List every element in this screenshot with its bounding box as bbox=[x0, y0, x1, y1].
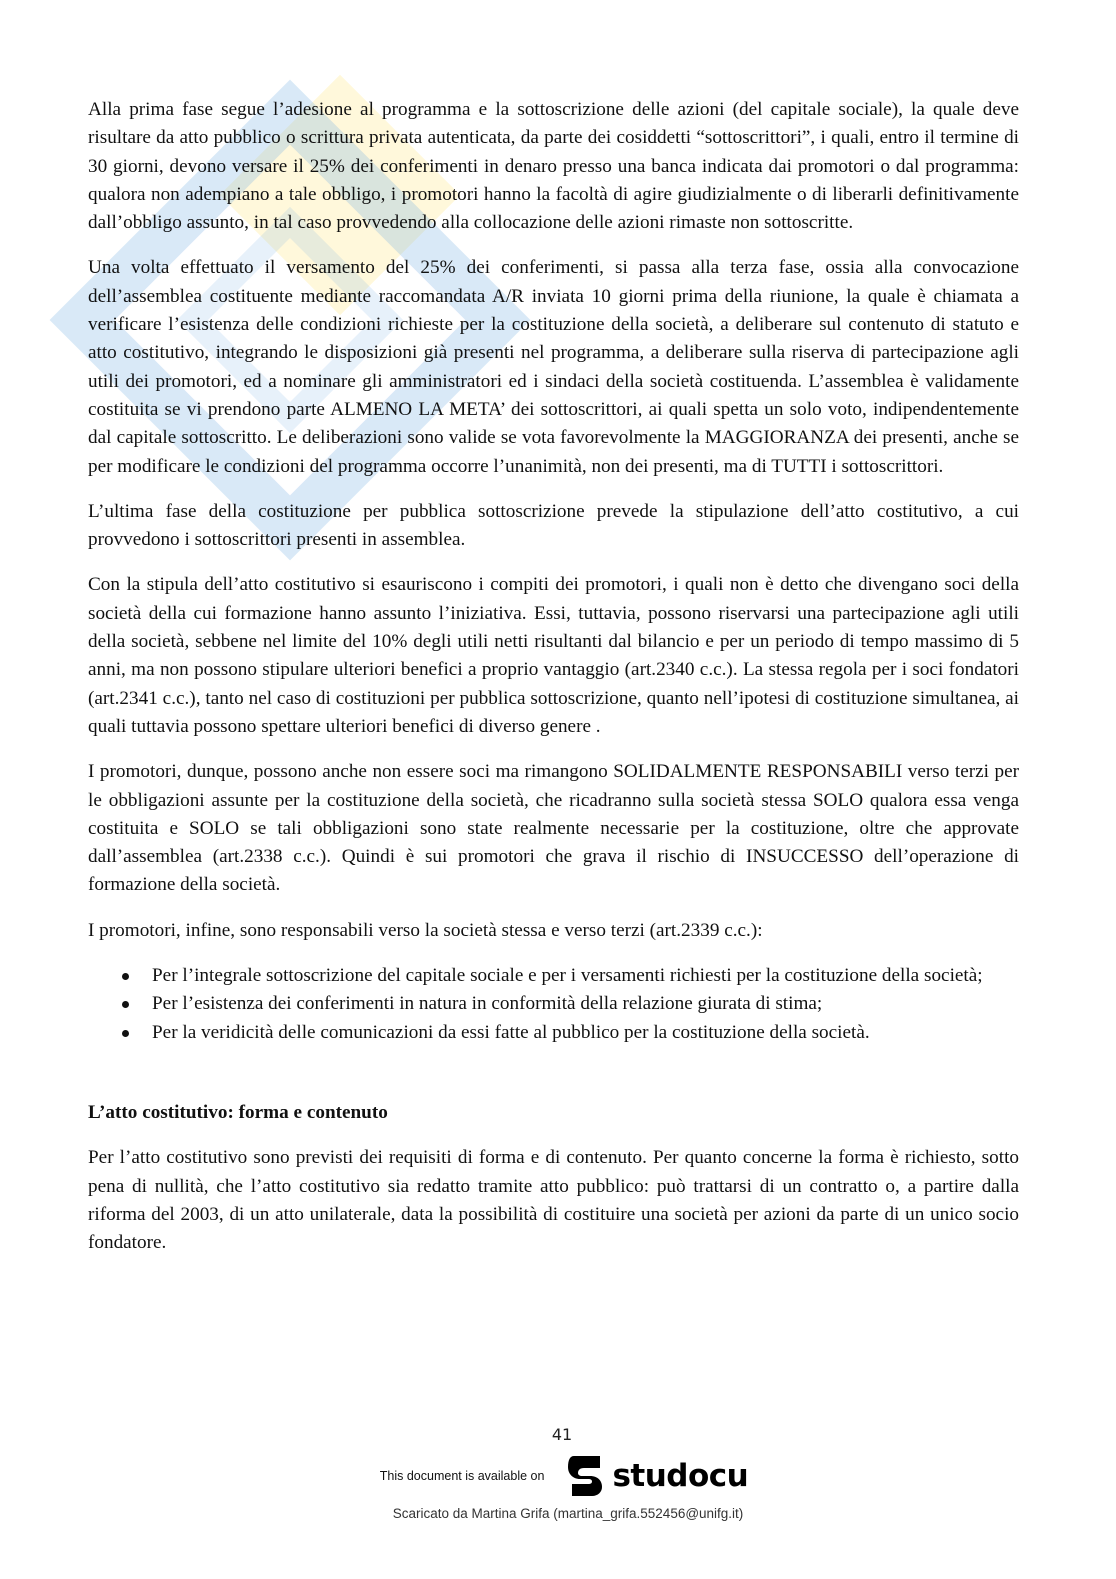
paragraph: I promotori, infine, sono responsabili verso la società stessa e verso terzi (art.2339 c.c.): bbox=[88, 919, 763, 941]
page-footer bbox=[0, 1422, 1116, 1521]
list-item-text: Per l’esistenza dei conferimenti in natura in conformità della relazione giurata di stima; bbox=[152, 993, 823, 1015]
studocu-logo-icon bbox=[566, 1454, 606, 1498]
available-on-text: This document is available on bbox=[379, 1469, 545, 1483]
bullet-icon bbox=[122, 1001, 129, 1008]
bullet-icon bbox=[122, 973, 129, 980]
bullet-icon bbox=[122, 1030, 129, 1037]
list-item-text: Per l’integrale sottoscrizione del capitale sociale e per i versamenti richiesti per la costituzione della società; bbox=[152, 965, 983, 987]
page-number: 41 bbox=[551, 1425, 573, 1444]
list-item bbox=[88, 962, 1019, 990]
list-item bbox=[88, 1019, 1019, 1047]
studocu-logo[interactable] bbox=[566, 1454, 748, 1498]
paragraph: Con la stipula dell’atto costitutivo si esauriscono i compiti dei promotori, i quali non è detto che divengano soci della società della cui formazione hanno assunto l’iniziativa. Essi, tuttavia, possono riservarsi una partecipazione agli utili della società, sebbene nel limite del 10% degli utili netti risultanti dal bilancio e per un periodo di tempo massimo di 5 anni, ma non possono stipulare ulteriori benefici a proprio vantaggio (art.2340 c.c.). La stessa regola per i soci fondatori (art.2341 c.c.), tanto nel caso di costituzioni per pubblica sottoscrizione, quanto nell’ipotesi di costituzione simultanea, ai quali tuttavia possono spettare ulteriori benefici di diverso genere . bbox=[88, 574, 1019, 737]
paragraph: Per l’atto costitutivo sono previsti dei requisiti di forma e di contenuto. Per quanto concerne la forma è richiesto, sotto pena di nullità, che l’atto costitutivo sia redatto tramite atto pubblico: può trattarsi di un contratto o, a partire dalla riforma del 2003, di un atto unilaterale, data la possibilità di costituire una società per azioni da parte di un unico socio fondatore. bbox=[88, 1147, 1019, 1254]
list-item bbox=[88, 990, 1019, 1018]
paragraph: Alla prima fase segue l’adesione al programma e la sottoscrizione delle azioni (del capitale sociale), la quale deve risultare da atto pubblico o scrittura privata autenticata, da parte dei cosiddetti “sottoscrittori”, i quali, entro il termine di 30 giorni, devono versare il 25% dei conferimenti in denaro presso una banca indicata dai promotori o dal programma: qualora non adempiano a tale obbligo, i promotori hanno la facoltà di agire giudizialmente o di liberarli definitivamente dall’obbligo assunto, in tal caso provvedendo alla collocazione delle azioni rimaste non sottoscritte. bbox=[88, 99, 1019, 234]
paragraph: L’ultima fase della costituzione per pubblica sottoscrizione prevede la stipulazione dell’atto costitutivo, a cui provvedono i sottoscrittori presenti in assemblea. bbox=[88, 500, 1019, 551]
download-attribution: Scaricato da Martina Grifa (martina_grifa.552456@unifg.it) bbox=[392, 1506, 744, 1521]
studocu-banner[interactable] bbox=[0, 1454, 1116, 1498]
list-item-text: Per la veridicità delle comunicazioni da essi fatte al pubblico per la costituzione della società. bbox=[152, 1021, 870, 1043]
paragraph: I promotori, dunque, possono anche non essere soci ma rimangono SOLIDALMENTE RESPONSABILI verso terzi per le obbligazioni assunte per la costituzione della società, che ricadranno sulla società stessa SOLO qualora essa venga costituita e SOLO se tali obbligazioni sono state realmente necessarie per la costituzione, oltre che approvate dall’assemblea (art.2338 c.c.). Quindi è sui promotori che grava il rischio di INSUCCESSO dell’operazione di formazione della società. bbox=[88, 761, 1019, 896]
section-heading: L’atto costitutivo: forma e contenuto bbox=[88, 1101, 388, 1123]
bullet-list bbox=[88, 962, 1019, 1047]
document-page-content bbox=[88, 96, 1019, 1274]
studocu-wordmark: studocu bbox=[612, 1458, 749, 1494]
paragraph: Una volta effettuato il versamento del 25% dei conferimenti, si passa alla terza fase, ossia alla convocazione dell’assemblea costituente mediante raccomandata A/R inviata 10 giorni prima della riunione, la quale è chiamata a verificare l’esistenza delle condizioni richieste per la costituzione della società, a deliberare sul contenuto di statuto e atto costitutivo, integrando le disposizioni già presenti nel programma, a deliberare sulla riserva di partecipazione agli utili dei promotori, ed a nominare gli amministratori ed i sindaci della società costituenda. L’assemblea è validamente costituita se vi prendono parte ALMENO LA META’ dei sottoscrittori, ai quali spetta un solo voto, indipendentemente dal capitale sottoscritto. Le deliberazioni sono valide se vota favorevolmente la MAGGIORANZA dei presenti, anche se per modificare le condizioni del programma occorre l’unanimità, non dei presenti, ma di TUTTI i sottoscrittori. bbox=[88, 257, 1019, 477]
